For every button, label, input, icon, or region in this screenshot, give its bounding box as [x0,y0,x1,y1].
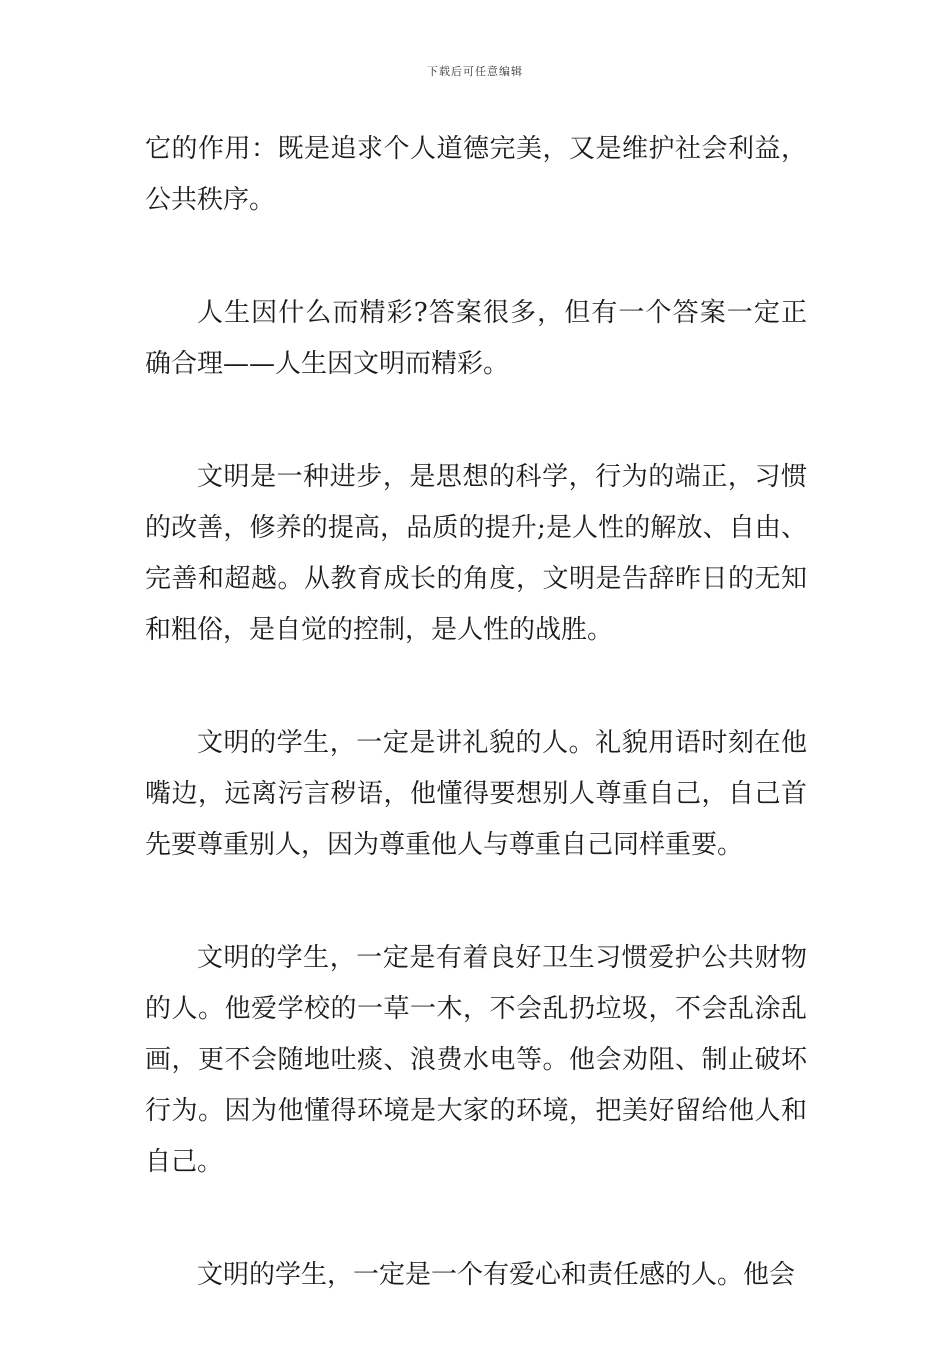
paragraph-hygiene: 文明的学生，一定是有着良好卫生习惯爱护公共财物的人。他爱学校的一草一木，不会乱扔垃圾，不会乱涂乱画，更不会随地吐痰、浪费水电等。他会劝阻、制止破坏行为。因为他懂得环境是大家的环境，把美好留给他人和自己。 [145,943,807,1177]
paragraph-continuation: 它的作用：既是追求个人道德完美，又是维护社会利益，公共秩序。 [145,134,807,215]
paragraph-life-question: 人生因什么而精彩?答案很多，但有一个答案一定正确合理——人生因文明而精彩。 [145,298,807,379]
document-body [145,124,807,1363]
page-header: 下载后可任意编辑 [427,65,523,78]
paragraph-politeness: 文明的学生，一定是讲礼貌的人。礼貌用语时刻在他嘴边，远离污言秽语，他懂得要想别人尊重自己，自己首先要尊重别人，因为尊重他人与尊重自己同样重要。 [145,728,807,860]
paragraph-civilization-definition: 文明是一种进步，是思想的科学，行为的端正，习惯的改善，修养的提高，品质的提升;是人性的解放、自由、完善和超越。从教育成长的角度，文明是告辞昨日的无知和粗俗，是自觉的控制，是人性的战胜。 [145,462,807,645]
paragraph-responsibility: 文明的学生，一定是一个有爱心和责任感的人。他会 [197,1260,796,1290]
